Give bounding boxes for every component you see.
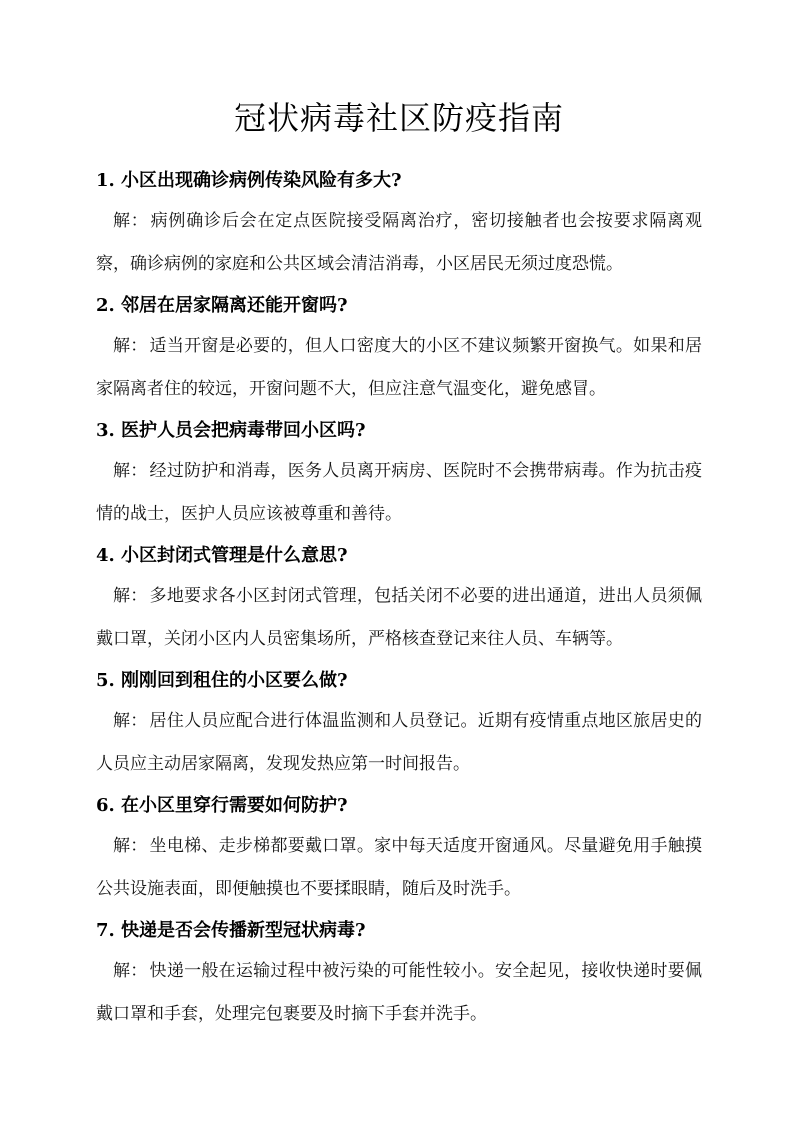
answer-paragraph [96,575,702,661]
answer-text: 经过防护和消毒，医务人员离开病房、医院时不会携带病毒。作为抗击疫情的战士，医护人员应该被尊重和善待。 [96,461,702,524]
answer-label: 解： [113,711,148,731]
question-heading: 4. 小区封闭式管理是什么意思? [96,545,348,566]
document-title: 冠状病毒社区防疫指南 [233,99,564,137]
answer-paragraph [96,325,702,411]
answer-paragraph [96,450,702,536]
answer-text: 快递一般在运输过程中被污染的可能性较小。安全起见，接收快递时要佩戴口罩和手套，处理完包裹要及时摘下手套并洗手。 [96,961,702,1024]
answer-paragraph [96,200,702,286]
qa-item [96,912,702,1037]
question-heading: 7. 快递是否会传播新型冠状病毒? [96,920,366,941]
answer-label: 解： [113,461,148,481]
qa-item [96,662,702,787]
answer-label: 解： [113,836,148,856]
answer-label: 解： [113,211,149,231]
answer-text: 坐电梯、走步梯都要戴口罩。家中每天适度开窗通风。尽量避免用手触摸公共设施表面，即便触摸也不要揉眼睛，随后及时洗手。 [96,836,702,899]
qa-item [96,162,702,287]
qa-list [96,162,702,1037]
question-heading: 5. 刚刚回到租住的小区要么做? [96,670,348,691]
answer-label: 解： [113,336,148,356]
qa-item [96,537,702,662]
qa-item [96,412,702,537]
answer-label: 解： [113,586,148,606]
answer-paragraph [96,950,702,1036]
answer-text: 多地要求各小区封闭式管理，包括关闭不必要的进出通道，进出人员须佩戴口罩，关闭小区内人员密集场所，严格核查登记来往人员、车辆等。 [96,586,702,649]
question-heading: 3. 医护人员会把病毒带回小区吗? [96,420,366,441]
answer-paragraph [96,700,702,786]
answer-text: 适当开窗是必要的，但人口密度大的小区不建议频繁开窗换气。如果和居家隔离者住的较远，开窗问题不大，但应注意气温变化，避免感冒。 [96,336,702,399]
answer-text: 病例确诊后会在定点医院接受隔离治疗，密切接触者也会按要求隔离观察，确诊病例的家庭和公共区域会清洁消毒，小区居民无须过度恐慌。 [96,211,702,274]
qa-item [96,787,702,912]
answer-paragraph [96,825,702,911]
answer-label: 解： [113,961,148,981]
question-heading: 1. 小区出现确诊病例传染风险有多大? [96,170,402,191]
qa-item [96,287,702,412]
answer-text: 居住人员应配合进行体温监测和人员登记。近期有疫情重点地区旅居史的人员应主动居家隔离，发现发热应第一时间报告。 [96,711,702,774]
question-heading: 6. 在小区里穿行需要如何防护? [96,795,348,816]
question-heading: 2. 邻居在居家隔离还能开窗吗? [96,295,348,316]
